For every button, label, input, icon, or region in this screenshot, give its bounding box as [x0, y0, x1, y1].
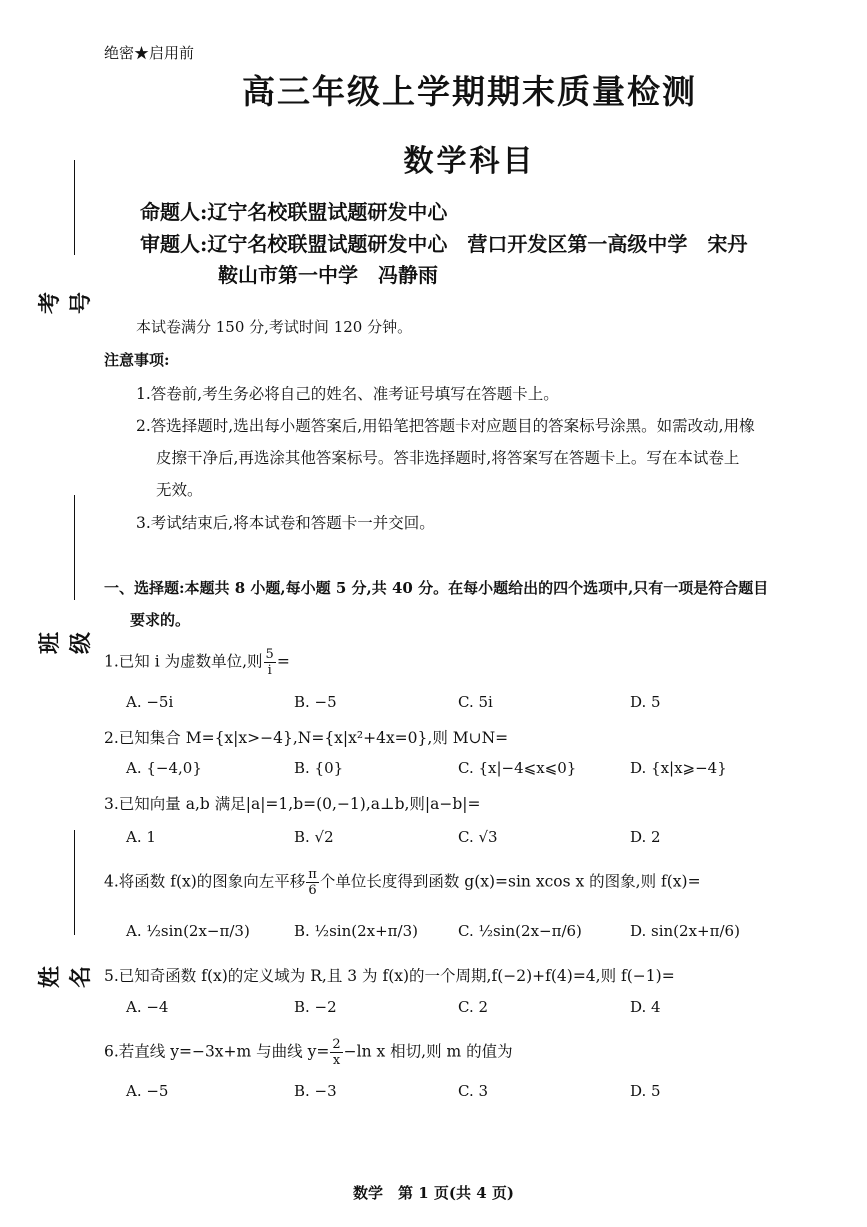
notice-item-2-cont: 皮擦干净后,再选涂其他答案标号。答非选择题时,将答案写在答题卡上。写在本试卷上 — [156, 449, 740, 467]
q1-option-a: A. −5i — [126, 693, 174, 711]
name-line — [74, 830, 75, 935]
setter-label: 命题人: — [140, 200, 208, 224]
exam-no-label: 考号 — [37, 292, 94, 315]
notice-item-1: 1.答卷前,考生务必将自己的姓名、准考证号填写在答题卡上。 — [136, 385, 559, 403]
section-heading: 一、选择题:本题共 8 小题,每小题 5 分,共 40 分。在每小题给出的四个选项中,只有一项是符合题目 — [104, 579, 769, 597]
question-2: 2.已知集合 M={x|x>−4},N={x|x²+4x=0},则 M∪N= — [104, 729, 509, 747]
q3-option-c: C. √3 — [458, 828, 498, 846]
notice-item-3: 3.考试结束后,将本试卷和答题卡一并交回。 — [136, 514, 435, 532]
q2-option-b: B. {0} — [294, 759, 344, 777]
q5-option-d: D. 4 — [630, 998, 661, 1016]
question-6 — [104, 1038, 513, 1067]
fraction-numerator: 5 — [265, 647, 274, 662]
question-4-fraction — [306, 868, 319, 897]
question-3: 3.已知向量 a,b 满足|a|=1,b=(0,−1),a⊥b,则|a−b|= — [104, 795, 481, 813]
q3-option-a: A. 1 — [126, 828, 156, 846]
q6-option-b: B. −3 — [294, 1082, 337, 1100]
q5-option-a: A. −4 — [126, 998, 169, 1016]
q2-option-a: A. {−4,0} — [126, 759, 202, 777]
exam-intro: 本试卷满分 150 分,考试时间 120 分钟。 — [136, 318, 413, 336]
question-1 — [104, 648, 290, 677]
q3-option-d: D. 2 — [630, 828, 661, 846]
subject-title: 数学科目 — [403, 144, 536, 179]
fraction-numerator: 2 — [332, 1037, 341, 1052]
q2-option-c: C. {x|−4⩽x⩽0} — [458, 759, 577, 777]
notice-title: 注意事项: — [104, 351, 170, 369]
notice-item-2-end: 无效。 — [156, 481, 203, 499]
question-4-stem-end: 个单位长度得到函数 g(x)=sin xcos x 的图象,则 f(x)= — [319, 872, 701, 891]
exam-title: 高三年级上学期期末质量检测 — [242, 72, 697, 111]
question-6-stem-end: −ln x 相切,则 m 的值为 — [343, 1042, 513, 1061]
question-5: 5.已知奇函数 f(x)的定义域为 R,且 3 为 f(x)的一个周期,f(−2)+f(4)=4,则 f(−1)= — [104, 967, 675, 985]
notice-item-2: 2.答选择题时,选出每小题答案后,用铅笔把答题卡对应题目的答案标号涂黑。如需改动,用橡 — [136, 417, 755, 435]
q6-option-d: D. 5 — [630, 1082, 661, 1100]
q3-option-b: B. √2 — [294, 828, 334, 846]
q5-option-b: B. −2 — [294, 998, 337, 1016]
q1-option-c: C. 5i — [458, 693, 493, 711]
q6-option-c: C. 3 — [458, 1082, 489, 1100]
q1-option-d: D. 5 — [630, 693, 661, 711]
question-1-fraction — [264, 648, 276, 677]
q5-option-c: C. 2 — [458, 998, 489, 1016]
q4-option-d: D. sin(2x+π/6) — [630, 922, 740, 940]
fraction-denominator: i — [267, 663, 272, 678]
section-heading-cont: 要求的。 — [130, 611, 191, 629]
fraction-numerator: π — [308, 867, 317, 882]
fraction-denominator: 6 — [308, 883, 317, 898]
question-4 — [104, 868, 701, 897]
reviewer-label: 审题人: — [140, 232, 208, 256]
question-6-fraction — [330, 1038, 342, 1067]
reviewer-line-2: 鞍山市第一中学 冯静雨 — [218, 263, 438, 287]
name-label: 姓名 — [37, 966, 94, 989]
question-1-stem-end: = — [276, 652, 290, 671]
q2-option-d: D. {x|x⩾−4} — [630, 759, 727, 777]
confidential-label: 绝密★启用前 — [104, 44, 195, 62]
setter-line — [140, 196, 447, 225]
class-line — [74, 495, 75, 600]
class-label: 班级 — [37, 632, 94, 655]
reviewer-names: 辽宁名校联盟试题研发中心 营口开发区第一高级中学 宋丹 — [207, 232, 748, 256]
setter-name: 辽宁名校联盟试题研发中心 — [207, 200, 448, 224]
q4-option-b: B. ½sin(2x+π/3) — [294, 922, 418, 940]
fraction-denominator: x — [332, 1053, 341, 1068]
reviewer-line — [140, 228, 747, 257]
exam-no-line — [74, 160, 75, 255]
q4-option-c: C. ½sin(2x−π/6) — [458, 922, 582, 940]
question-1-stem: 1.已知 i 为虚数单位,则 — [104, 652, 263, 671]
q1-option-b: B. −5 — [294, 693, 337, 711]
question-4-stem: 4.将函数 f(x)的图象向左平移 — [104, 872, 306, 891]
page-footer: 数学 第 1 页(共 4 页) — [353, 1184, 514, 1202]
q6-option-a: A. −5 — [126, 1082, 169, 1100]
q4-option-a: A. ½sin(2x−π/3) — [126, 922, 250, 940]
question-6-stem: 6.若直线 y=−3x+m 与曲线 y= — [104, 1042, 330, 1061]
